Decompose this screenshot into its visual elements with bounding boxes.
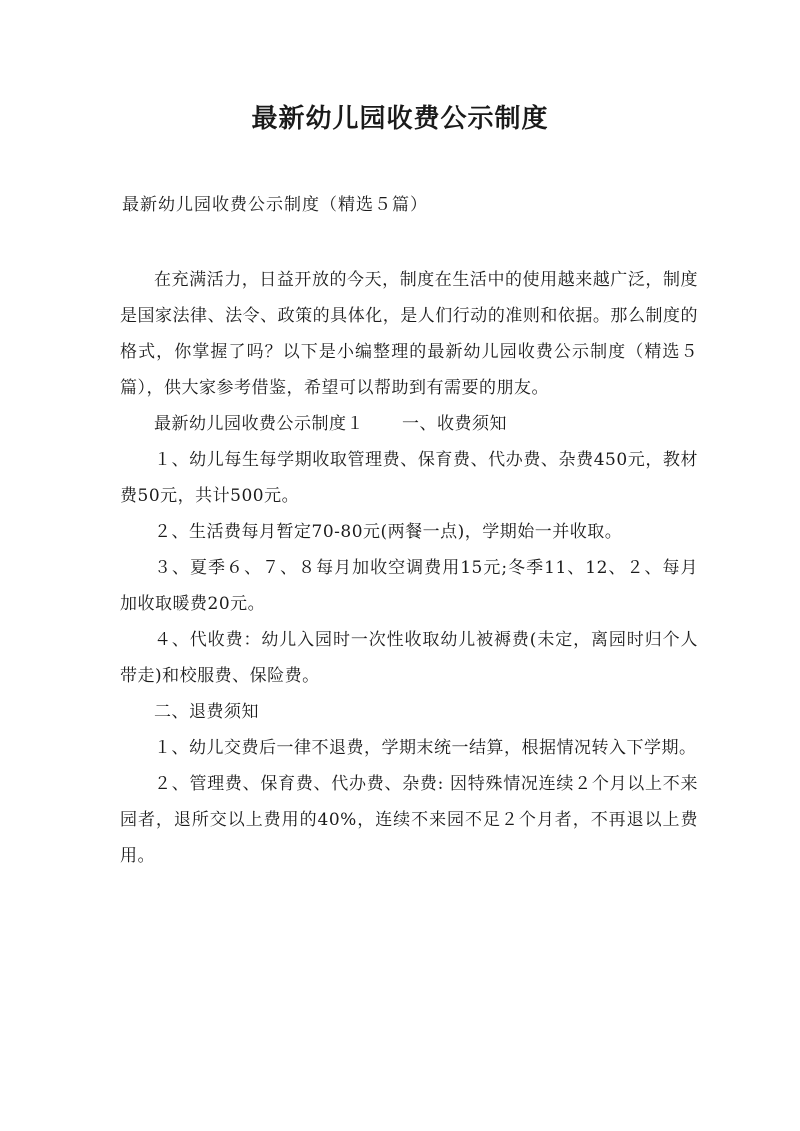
- document-subtitle: 最新幼儿园收费公示制度（精选５篇）: [122, 195, 428, 215]
- document-body: [120, 262, 698, 874]
- section2-heading: 二、退费须知: [154, 702, 259, 722]
- fee-item-2: ２、生活费每月暂定70-80元(两餐一点)，学期始一并收取。: [154, 522, 623, 542]
- fee-item-4: ４、代收费：幼儿入园时一次性收取幼儿被褥费(未定，离园时归个人带走)和校服费、保险费。: [120, 630, 698, 686]
- intro-paragraph: 在充满活力，日益开放的今天，制度在生活中的使用越来越广泛，制度是国家法律、法令、政策的具体化，是人们行动的准则和依据。那么制度的格式，你掌握了吗？以下是小编整理的最新幼儿园收费公示制度（精选５篇），供大家参考借鉴，希望可以帮助到有需要的朋友。: [120, 270, 698, 398]
- document-title: 最新幼儿园收费公示制度: [251, 104, 549, 134]
- section1-heading: 一、收费须知: [402, 414, 507, 434]
- section1-heading-line: [120, 406, 698, 442]
- refund-item-2: ２、管理费、保育费、代办费、杂费: 因特殊情况连续２个月以上不来园者，退所交以上费用的40%，连续不来园不足２个月者，不再退以上费用。: [120, 774, 698, 866]
- fee-item-1: １、幼儿每生每学期收取管理费、保育费、代办费、杂费450元，教材费50元，共计500元。: [120, 450, 698, 506]
- section1-label: 最新幼儿园收费公示制度１: [154, 414, 364, 434]
- refund-item-1: １、幼儿交费后一律不退费，学期末统一结算，根据情况转入下学期。: [154, 738, 697, 758]
- fee-item-3: ３、夏季６、７、８每月加收空调费用15元;冬季11、12、２、每月加收取暖费20元。: [120, 558, 698, 614]
